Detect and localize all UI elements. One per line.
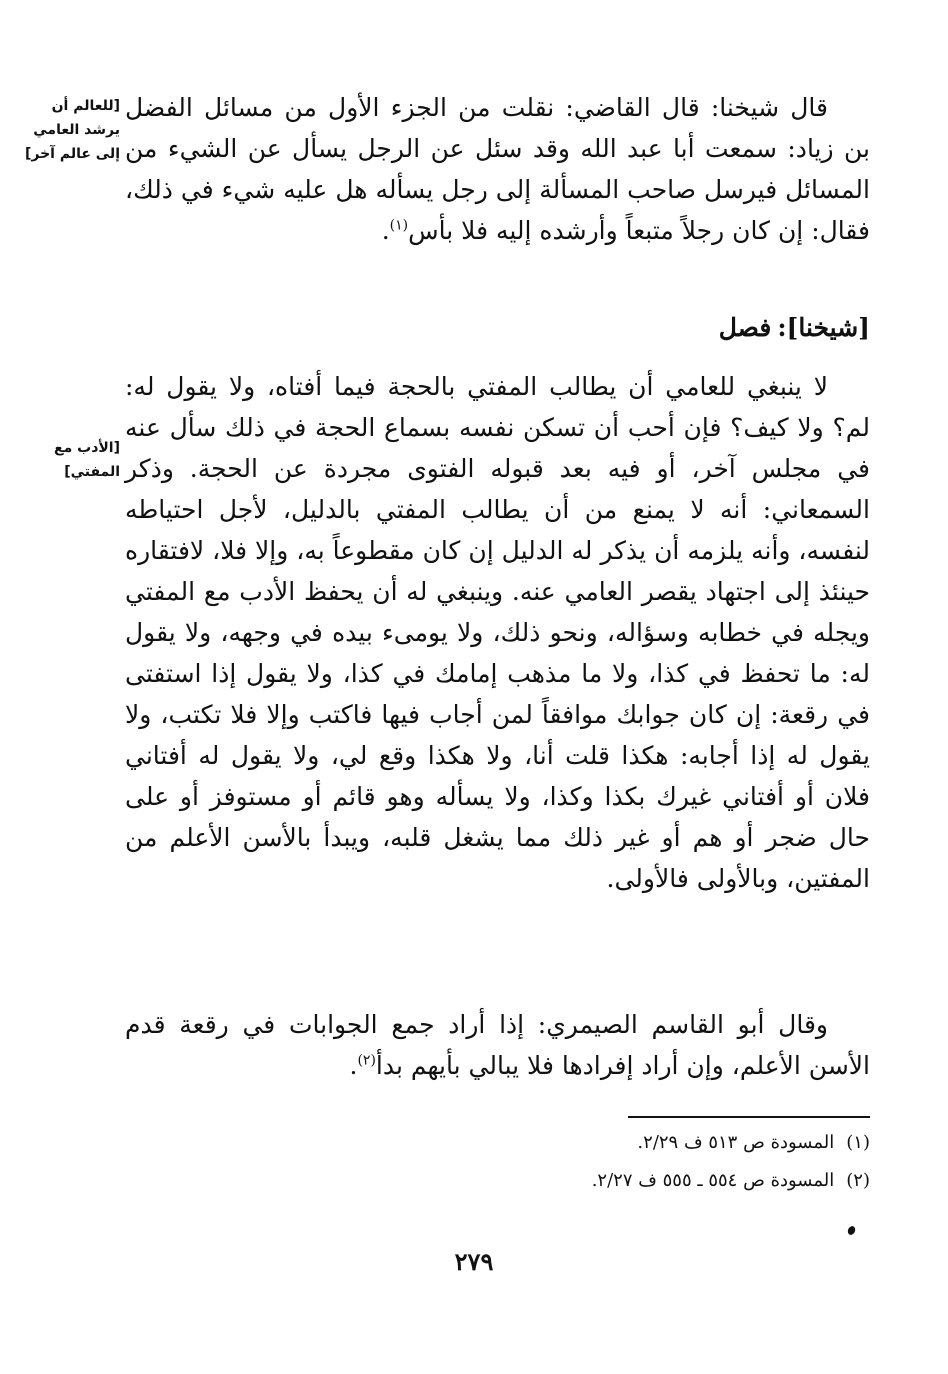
paragraph-3-text: وقال أبو القاسم الصيمري: إذا أراد جمع الجوابات في رقعة قدم الأسن الأعلم، وإن أراد إفرادها فلا يبالي بأيهم بدأ	[125, 1010, 870, 1080]
paragraph-1-body	[125, 87, 870, 251]
paragraph-3-body	[125, 1004, 870, 1086]
margin-note-etiquette-with-mufti: [الأدب مع المفتي]	[54, 440, 120, 480]
paragraph-3-end: .	[349, 1051, 358, 1080]
section-heading	[125, 307, 870, 348]
footnote-divider	[628, 1116, 870, 1118]
footnote-1-number: (١)	[846, 1132, 870, 1153]
heading-title: فصل	[718, 313, 772, 342]
footnote-ref-1: (١)	[389, 217, 409, 234]
page-number: ٢٧٩	[454, 1247, 494, 1276]
paragraph-3	[125, 1004, 870, 1086]
paragraph-2	[125, 366, 870, 899]
footnote-2-number: (٢)	[846, 1170, 870, 1191]
footnote-2-text: المسودة ص ٥٥٤ ـ ٥٥٥ ف ٢/٢٧.	[591, 1170, 835, 1191]
footnote-2	[440, 1162, 870, 1200]
footnote-ref-2: (٢)	[357, 1052, 376, 1069]
heading-bracket-label: [شيخنا]:	[777, 313, 870, 342]
footnotes	[440, 1124, 870, 1200]
footnote-1	[440, 1124, 870, 1162]
paragraph-2-text: لا ينبغي للعامي أن يطالب المفتي بالحجة فيما أفتاه، ولا يقول له: لم؟ ولا كيف؟ فإن أحب أن تسكن نفسه بسماع الحجة في ذلك سأل عنه في مجلس آخر، أو فيه بعد قبوله الفتوى مجردة عن الحجة. وذكر السمعاني: أنه لا يمنع من أن يطالب المفتي بالدليل، لأجل احتياطه لنفسه، وأنه يلزمه أن يذكر له الدليل إن كان مقطوعاً به، وإلا فلا، لافتقاره حينئذ إلى اجتهاد يقصر العامي عنه. وينبغي له أن يحفظ الأدب مع المفتي ويجله في خطابه وسؤاله، ونحو ذلك، ولا يومىء بيده في وجهه، ولا يقول له: ما تحفظ في كذا، ولا ما مذهب إمامك في كذا، ولا يقول إذا استفتى في رقعة: إن كان جوابك موافقاً لمن أجاب فيها فاكتب وإلا فلا تكتب، ولا يقول له إذا أجابه: هكذا قلت أنا، ولا هكذا وقع لي، ولا يقول له أفتاني فلان أو أفتاني غيرك بكذا وكذا، ولا يسأله وهو قائم أو مستوفز أو على حال ضجر أو هم أو غير ذلك مما يشغل قلبه، ويبدأ بالأسن الأعلم من المفتين، وبالأولى فالأولى.	[125, 372, 870, 893]
ink-dot-mark	[846, 1225, 856, 1236]
footnote-1-text: المسودة ص ٥١٣ ف ٢/٢٩.	[637, 1132, 835, 1153]
paragraph-1	[125, 87, 870, 251]
paragraph-1-end: .	[381, 216, 390, 245]
paragraph-1-text: قال شيخنا: قال القاضي: نقلت من الجزء الأول من مسائل الفضل بن زياد: سمعت أبا عبد الله وقد سئل عن الرجل يسأل عن الشيء من المسائل فيرسل صاحب المسألة إلى رجل يسأله هل عليه شيء في ذلك، فقال: إن كان رجلاً متبعاً وأرشده إليه فلا بأس	[125, 93, 870, 245]
margin-note-guide-to-another-scholar: [للعالم أن يرشد العامي إلى عالم آخر]	[24, 98, 120, 162]
